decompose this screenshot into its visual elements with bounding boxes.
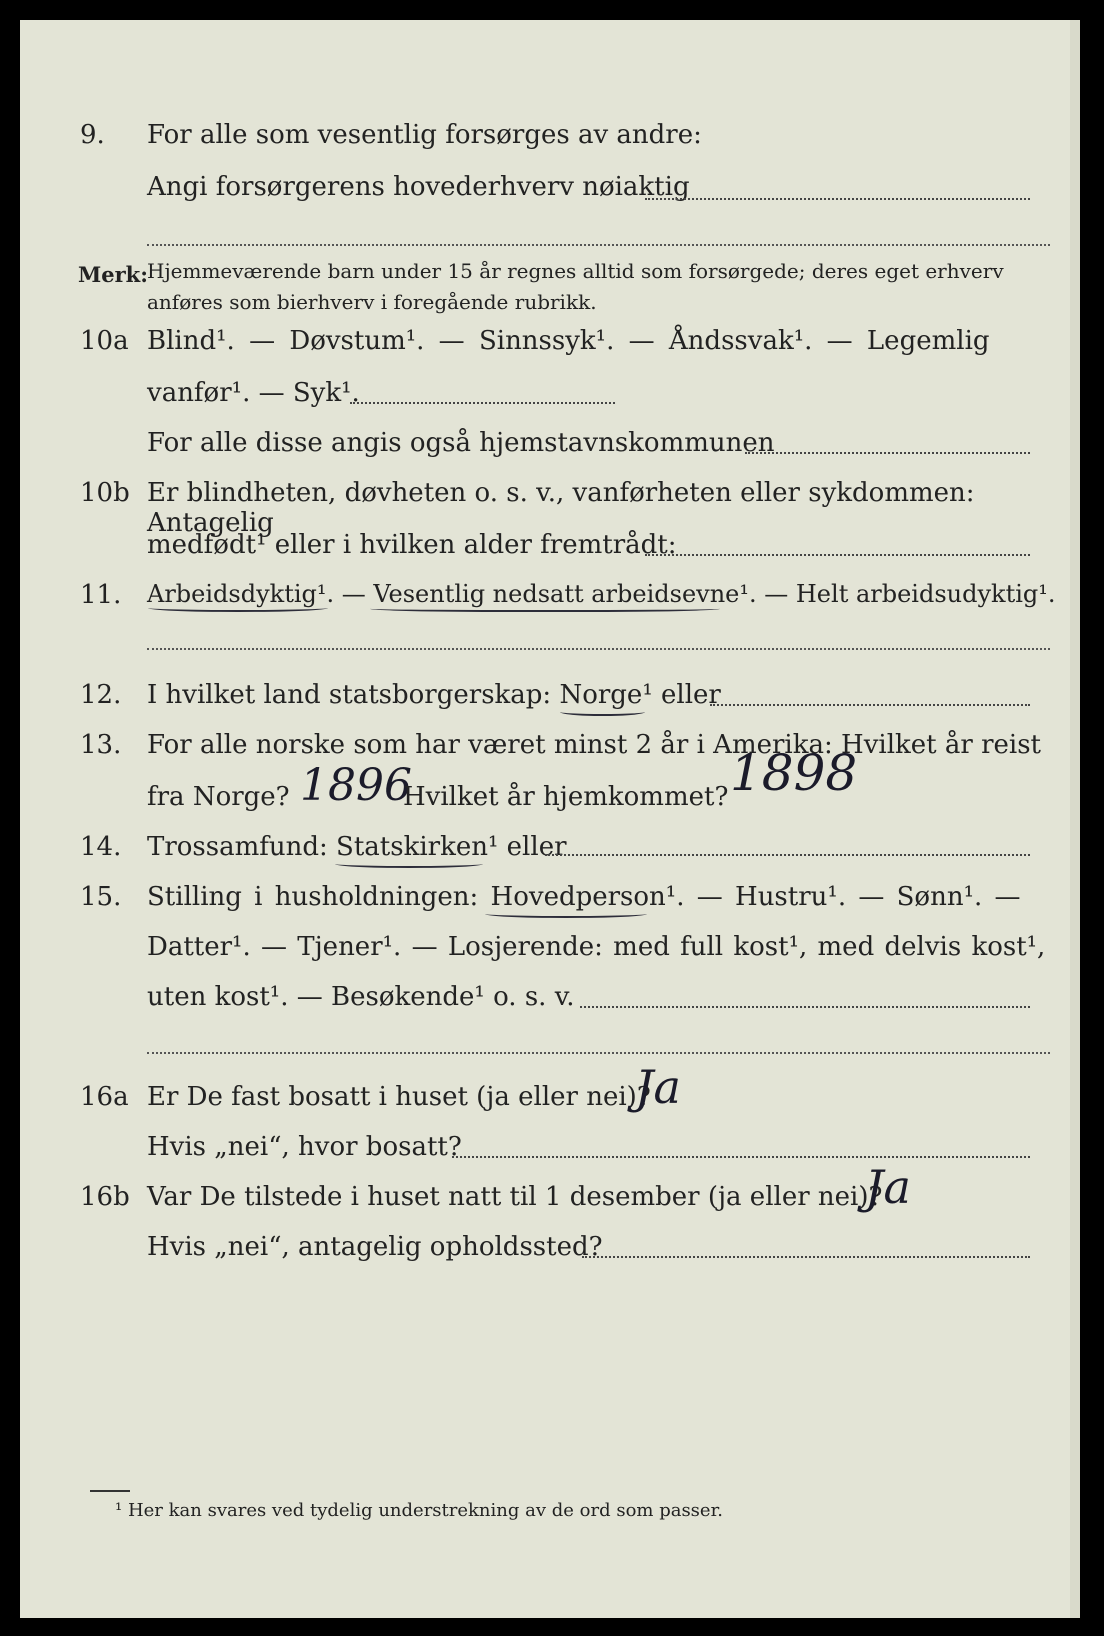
item-10b-field[interactable] bbox=[645, 554, 1030, 556]
handwritten-underline-norge bbox=[560, 708, 645, 716]
item-12-field[interactable] bbox=[710, 704, 1030, 706]
item-10a-municipality-field[interactable] bbox=[745, 452, 1030, 454]
item-13-departure-year[interactable]: 1896 bbox=[300, 760, 412, 811]
item-15-line-2: Datter¹. — Tjener¹. — Losjerende: med full kost¹, med delvis kost¹, bbox=[147, 932, 1046, 962]
item-10b-question-cont: medfødt¹ eller i hvilken alder fremtrådt: bbox=[147, 530, 677, 560]
item-11-extra-line[interactable] bbox=[147, 648, 1050, 650]
item-16b-answer[interactable]: Ja bbox=[865, 1160, 911, 1214]
item-15-field[interactable] bbox=[580, 1006, 1030, 1008]
item-16a-followup: Hvis „nei“, hvor bosatt? bbox=[147, 1132, 462, 1162]
item-13-number: 13. bbox=[80, 730, 122, 760]
footnote bbox=[115, 1500, 723, 1521]
item-13-departure-label: fra Norge? bbox=[147, 782, 290, 812]
handwritten-underline-statskirken bbox=[335, 860, 483, 868]
item-16b-followup: Hvis „nei“, antagelig opholdssted? bbox=[147, 1232, 603, 1262]
item-14-field[interactable] bbox=[545, 854, 1030, 856]
footnote-rule bbox=[90, 1490, 130, 1492]
item-10a-municipality-label: For alle disse angis også hjemstavnskommunen bbox=[147, 428, 775, 458]
item-11-options: Arbeidsdyktig¹. — Vesentlig nedsatt arbeidsevne¹. — Helt arbeidsudyktig¹. bbox=[147, 580, 1056, 608]
item-10b-number: 10b bbox=[80, 478, 130, 508]
item-15-number: 15. bbox=[80, 882, 122, 912]
item-14-number: 14. bbox=[80, 832, 122, 862]
item-9-extra-line[interactable] bbox=[147, 244, 1050, 246]
item-13-question: For alle norske som har været minst 2 år i Amerika: Hvilket år reist bbox=[147, 730, 1041, 760]
item-16b-field[interactable] bbox=[582, 1256, 1030, 1258]
item-10a-field[interactable] bbox=[350, 402, 615, 404]
item-9-number: 9. bbox=[80, 120, 105, 150]
item-10b-question: Er blindheten, døvheten o. s. v., vanførheten eller sykdommen: Antagelig bbox=[147, 478, 975, 538]
footnote-marker: ¹ bbox=[115, 1500, 123, 1521]
item-15-extra-line[interactable] bbox=[147, 1052, 1050, 1054]
item-16a-question: Er De fast bosatt i huset (ja eller nei)? bbox=[147, 1082, 651, 1112]
item-9-occupation-field[interactable] bbox=[645, 198, 1030, 200]
item-13-return-year[interactable]: 1898 bbox=[730, 744, 858, 802]
item-10a-options-cont: vanfør¹. — Syk¹. bbox=[147, 378, 360, 408]
item-16b-number: 16b bbox=[80, 1182, 130, 1212]
item-9-occupation-label: Angi forsørgerens hovederhverv nøiaktig bbox=[147, 172, 690, 202]
page-edge bbox=[1070, 20, 1080, 1618]
merk-label: Merk: bbox=[78, 262, 148, 287]
footnote-text: Her kan svares ved tydelig understrekning av de ord som passer. bbox=[127, 1500, 723, 1521]
item-15-line-1: Stilling i husholdningen: Hovedperson¹. — Hustru¹. — Sønn¹. — bbox=[147, 882, 1021, 912]
item-10a-options: Blind¹. — Døvstum¹. — Sinnssyk¹. — Åndssvak¹. — Legemlig bbox=[147, 326, 990, 356]
item-16a-field[interactable] bbox=[452, 1156, 1030, 1158]
item-14-question: Trossamfund: Statskirken¹ eller bbox=[147, 832, 567, 862]
item-13-return-label: Hvilket år hjemkommet? bbox=[403, 782, 729, 812]
item-16b-question: Var De tilstede i huset natt til 1 desember (ja eller nei)? bbox=[147, 1182, 883, 1212]
item-9-question: For alle som vesentlig forsørges av andre: bbox=[147, 120, 702, 150]
merk-text bbox=[147, 256, 1004, 318]
item-16a-number: 16a bbox=[80, 1082, 129, 1112]
item-12-question: I hvilket land statsborgerskap: Norge¹ eller bbox=[147, 680, 721, 710]
handwritten-underline-hovedperson bbox=[485, 910, 647, 918]
merk-text-line-1: Hjemmeværende barn under 15 år regnes alltid som forsørgede; deres eget erhverv bbox=[147, 259, 1004, 283]
handwritten-underline-arbeidsdyktig bbox=[148, 604, 328, 612]
item-15-line-3: uten kost¹. — Besøkende¹ o. s. v. bbox=[147, 982, 575, 1012]
item-12-number: 12. bbox=[80, 680, 122, 710]
merk-text-line-2: anføres som bierhverv i foregående rubrikk. bbox=[147, 290, 597, 314]
handwritten-underline-nedsatt bbox=[370, 604, 720, 612]
item-16a-answer[interactable]: Ja bbox=[635, 1060, 681, 1114]
item-11-number: 11. bbox=[80, 580, 122, 610]
item-10a-number: 10a bbox=[80, 326, 129, 356]
census-form-page bbox=[20, 20, 1080, 1618]
